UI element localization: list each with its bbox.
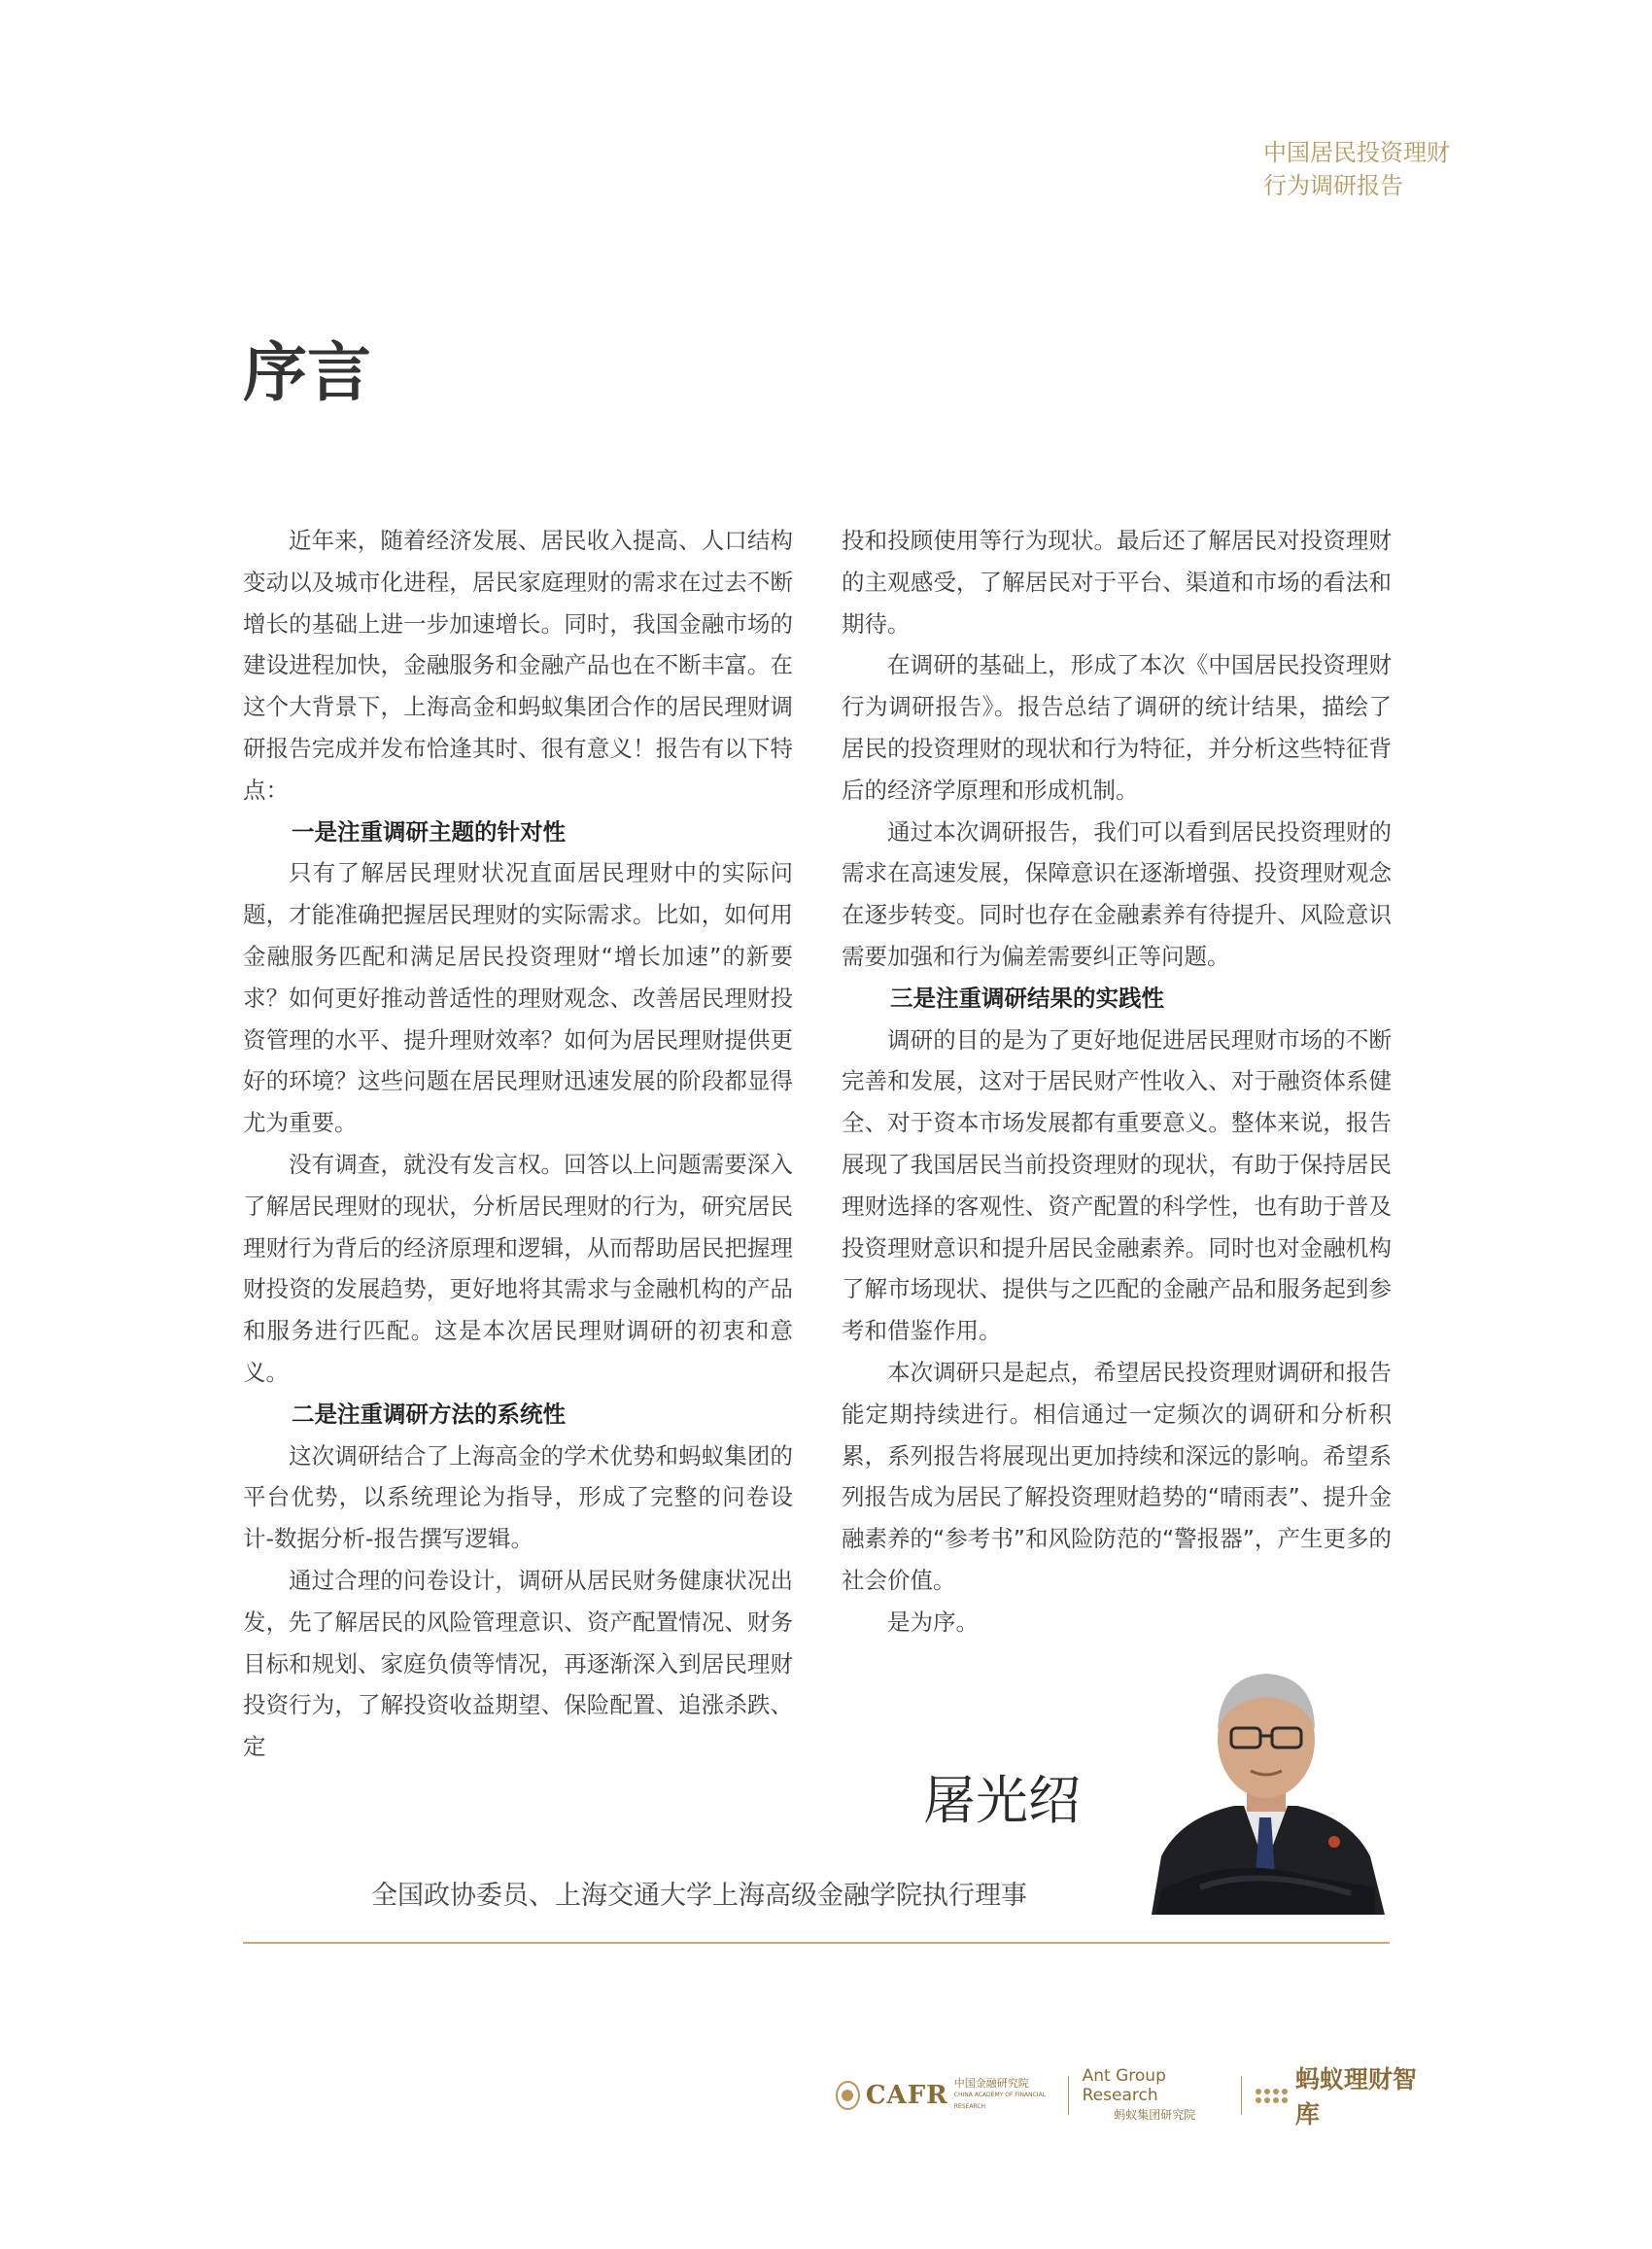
cafr-subtitle: [954, 2078, 1054, 2113]
cafr-en: CHINA ACADEMY OF FINANCIAL RESEARCH: [953, 2092, 1047, 2110]
paragraph: 本次调研只是起点，希望居民投资理财调研和报告能定期持续进行。相信通过一定频次的调研和分析积累，系列报告将展现出更加持续和深远的影响。希望系列报告成为居民了解投资理财趋势的“晴雨表”、提升金融素养的“参考书”和风险防范的“警报器”，产生更多的社会价值。: [842, 1358, 1392, 1594]
paragraph: 近年来，随着经济发展、居民收入提高、人口结构变动以及城市化进程，居民家庭理财的需求在过去不断增长的基础上进一步加速增长。同时，我国金融市场的建设进程加快，金融服务和金融产品也在不断丰富。在这个大背景下，上海高金和蚂蚁集团合作的居民理财调研报告完成并发布恰逢其时、很有意义！报告有以下特点：: [243, 527, 793, 804]
page-title: 序言: [243, 334, 371, 410]
logo-separator: [1241, 2076, 1242, 2115]
cafr-cn: 中国金融研究院: [953, 2077, 1029, 2090]
paragraph: 通过本次调研报告，我们可以看到居民投资理财的需求在高速发展，保障意识在逐渐增强、投资理财观念在逐步转变。同时也存在金融素养有待提升、风险意识需要加强和行为偏差需要纠正等问题。: [842, 817, 1392, 970]
paragraph: 通过合理的问卷设计，调研从居民财务健康状况出发，先了解居民的风险管理意识、资产配置情况、财务目标和规划、家庭负债等情况，再逐渐深入到居民理财投资行为，了解投资收益期望、保险配置、追涨杀跌、定: [243, 1566, 793, 1761]
paragraph: 调研的目的是为了更好地促进居民理财市场的不断完善和发展，这对于居民财产性收入、对于融资体系健全、对于资本市场发展都有重要意义。整体来说，报告展现了我国居民当前投资理财的现状，有助于保持居民理财选择的客观性、资产配置的科学性，也有助于普及投资理财意识和提升居民金融素养。同时也对金融机构了解市场现状、提供与之匹配的金融产品和服务起到参考和借鉴作用。: [842, 1025, 1392, 1345]
paragraph: 只有了解居民理财状况直面居民理财中的实际问题，才能准确把握居民理财的实际需求。比如，如何用金融服务匹配和满足居民投资理财“增长加速”的新要求？如何更好推动普适性的理财观念、改善居民理财投资管理的水平、提升理财效率？如何为居民理财提供更好的环境？这些问题在居民理财迅速发展的阶段都显得尤为重要。: [243, 859, 793, 1137]
paragraph: 是为序。: [887, 1608, 979, 1636]
cafr-wordmark: CAFR: [865, 2081, 948, 2110]
paragraph: 这次调研结合了上海高金的学术优势和蚂蚁集团的平台优势，以系统理论为指导，形成了完整的问卷设计-数据分析-报告撰写逻辑。: [243, 1441, 793, 1553]
ant-logo-en: Ant Group Research: [1082, 2066, 1166, 2105]
right-column: [842, 520, 1392, 1644]
header-line-2: 行为调研报告: [1263, 172, 1403, 199]
logo-separator: [1068, 2076, 1069, 2115]
header-line-1: 中国居民投资理财: [1263, 139, 1450, 166]
signature-name: 屠光绍: [923, 1770, 1081, 1831]
signature-title: 全国政协委员、上海交通大学上海高级金融学院执行理事: [371, 1881, 1027, 1911]
section-heading: 三是注重调研结果的实践性: [890, 984, 1164, 1012]
paragraph: 在调研的基础上，形成了本次《中国居民投资理财行为调研报告》。报告总结了调研的统计结果，描绘了居民的投资理财的现状和行为特征，并分析这些特征背后的经济学原理和形成机制。: [842, 651, 1392, 804]
dots-icon: [1256, 2089, 1288, 2103]
footer-logos: [836, 2065, 1419, 2128]
section-heading: 二是注重调研方法的系统性: [292, 1400, 566, 1428]
mayi-think-tank-logo: [1256, 2060, 1419, 2130]
cafr-seal-icon: [836, 2081, 860, 2110]
section-heading: 一是注重调研主题的针对性: [292, 817, 566, 846]
ant-logo-cn: 蚂蚁集团研究院: [1114, 2108, 1196, 2122]
left-column: [243, 520, 793, 1768]
divider-line: [243, 1942, 1390, 1944]
mayi-logo-text: 蚂蚁理财智库: [1294, 2065, 1417, 2128]
cafr-logo: [836, 2078, 1054, 2113]
report-header: [1263, 136, 1450, 202]
author-portrait: [1142, 1633, 1390, 1915]
paragraph: 没有调查，就没有发言权。回答以上问题需要深入了解居民理财的现状，分析居民理财的行为，研究居民理财行为背后的经济原理和逻辑，从而帮助居民把握理财投资的发展趋势，更好地将其需求与金融机构的产品和服务进行匹配。这是本次居民理财调研的初衷和意义。: [243, 1150, 793, 1386]
ant-group-research-logo: [1083, 2066, 1227, 2125]
paragraph-continuation: 投和投顾使用等行为现状。最后还了解居民对投资理财的主观感受，了解居民对于平台、渠道和市场的看法和期待。: [842, 527, 1392, 638]
